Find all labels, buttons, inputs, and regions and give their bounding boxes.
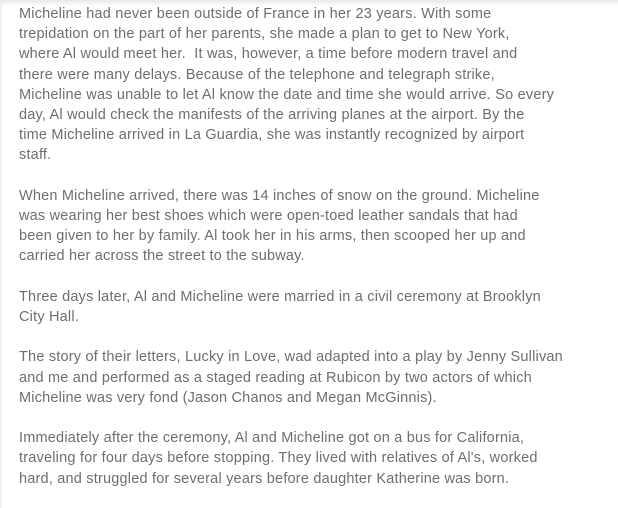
text-line: day, Al would check the manifests of the arriving planes at the airport. By the <box>19 107 525 124</box>
text-line: Three days later, Al and Micheline were married in a civil ceremony at Brooklyn <box>19 288 541 305</box>
text-line: where Al would meet her. It was, however, a time before modern travel and <box>19 46 518 63</box>
text-line: time Micheline arrived in La Guardia, she was instantly recognized by airport <box>19 127 525 144</box>
paragraph-4 <box>19 347 614 408</box>
text-line: staff. <box>19 147 52 164</box>
text-line: carried her across the street to the subway. <box>19 248 305 265</box>
paragraph-2 <box>19 186 614 267</box>
text-line: was wearing her best shoes which were open-toed leather sandals that had <box>19 208 518 225</box>
text-line: The story of their letters, Lucky in Love, wad adapted into a play by Jenny Sullivan <box>19 349 563 366</box>
text-line: Micheline was very fond (Jason Chanos and Megan McGinnis). <box>19 389 437 406</box>
paragraph-1 <box>19 4 614 166</box>
text-line: City Hall. <box>19 309 80 326</box>
paragraph-3 <box>19 287 614 327</box>
text-line: trepidation on the part of her parents, she made a plan to get to New York, <box>19 26 510 43</box>
text-line: been given to her by family. Al took her in his arms, then scooped her up and <box>19 228 526 245</box>
text-line: Micheline was unable to let Al know the date and time she would arrive. So every <box>19 86 555 103</box>
text-line: Immediately after the ceremony, Al and Micheline got on a bus for California, <box>19 430 525 447</box>
text-line: there were many delays. Because of the telephone and telegraph strike, <box>19 66 495 83</box>
text-line: hard, and struggled for several years before daughter Katherine was born. <box>19 470 510 487</box>
text-line: and me and performed as a staged reading at Rubicon by two actors of which <box>19 369 532 386</box>
text-line: Micheline had never been outside of France in her 23 years. With some <box>19 6 492 22</box>
text-line: traveling for four days before stopping. They lived with relatives of Al's, worked <box>19 450 538 467</box>
text-line: When Micheline arrived, there was 14 inches of snow on the ground. Micheline <box>19 187 540 204</box>
paragraph-5 <box>19 428 614 489</box>
